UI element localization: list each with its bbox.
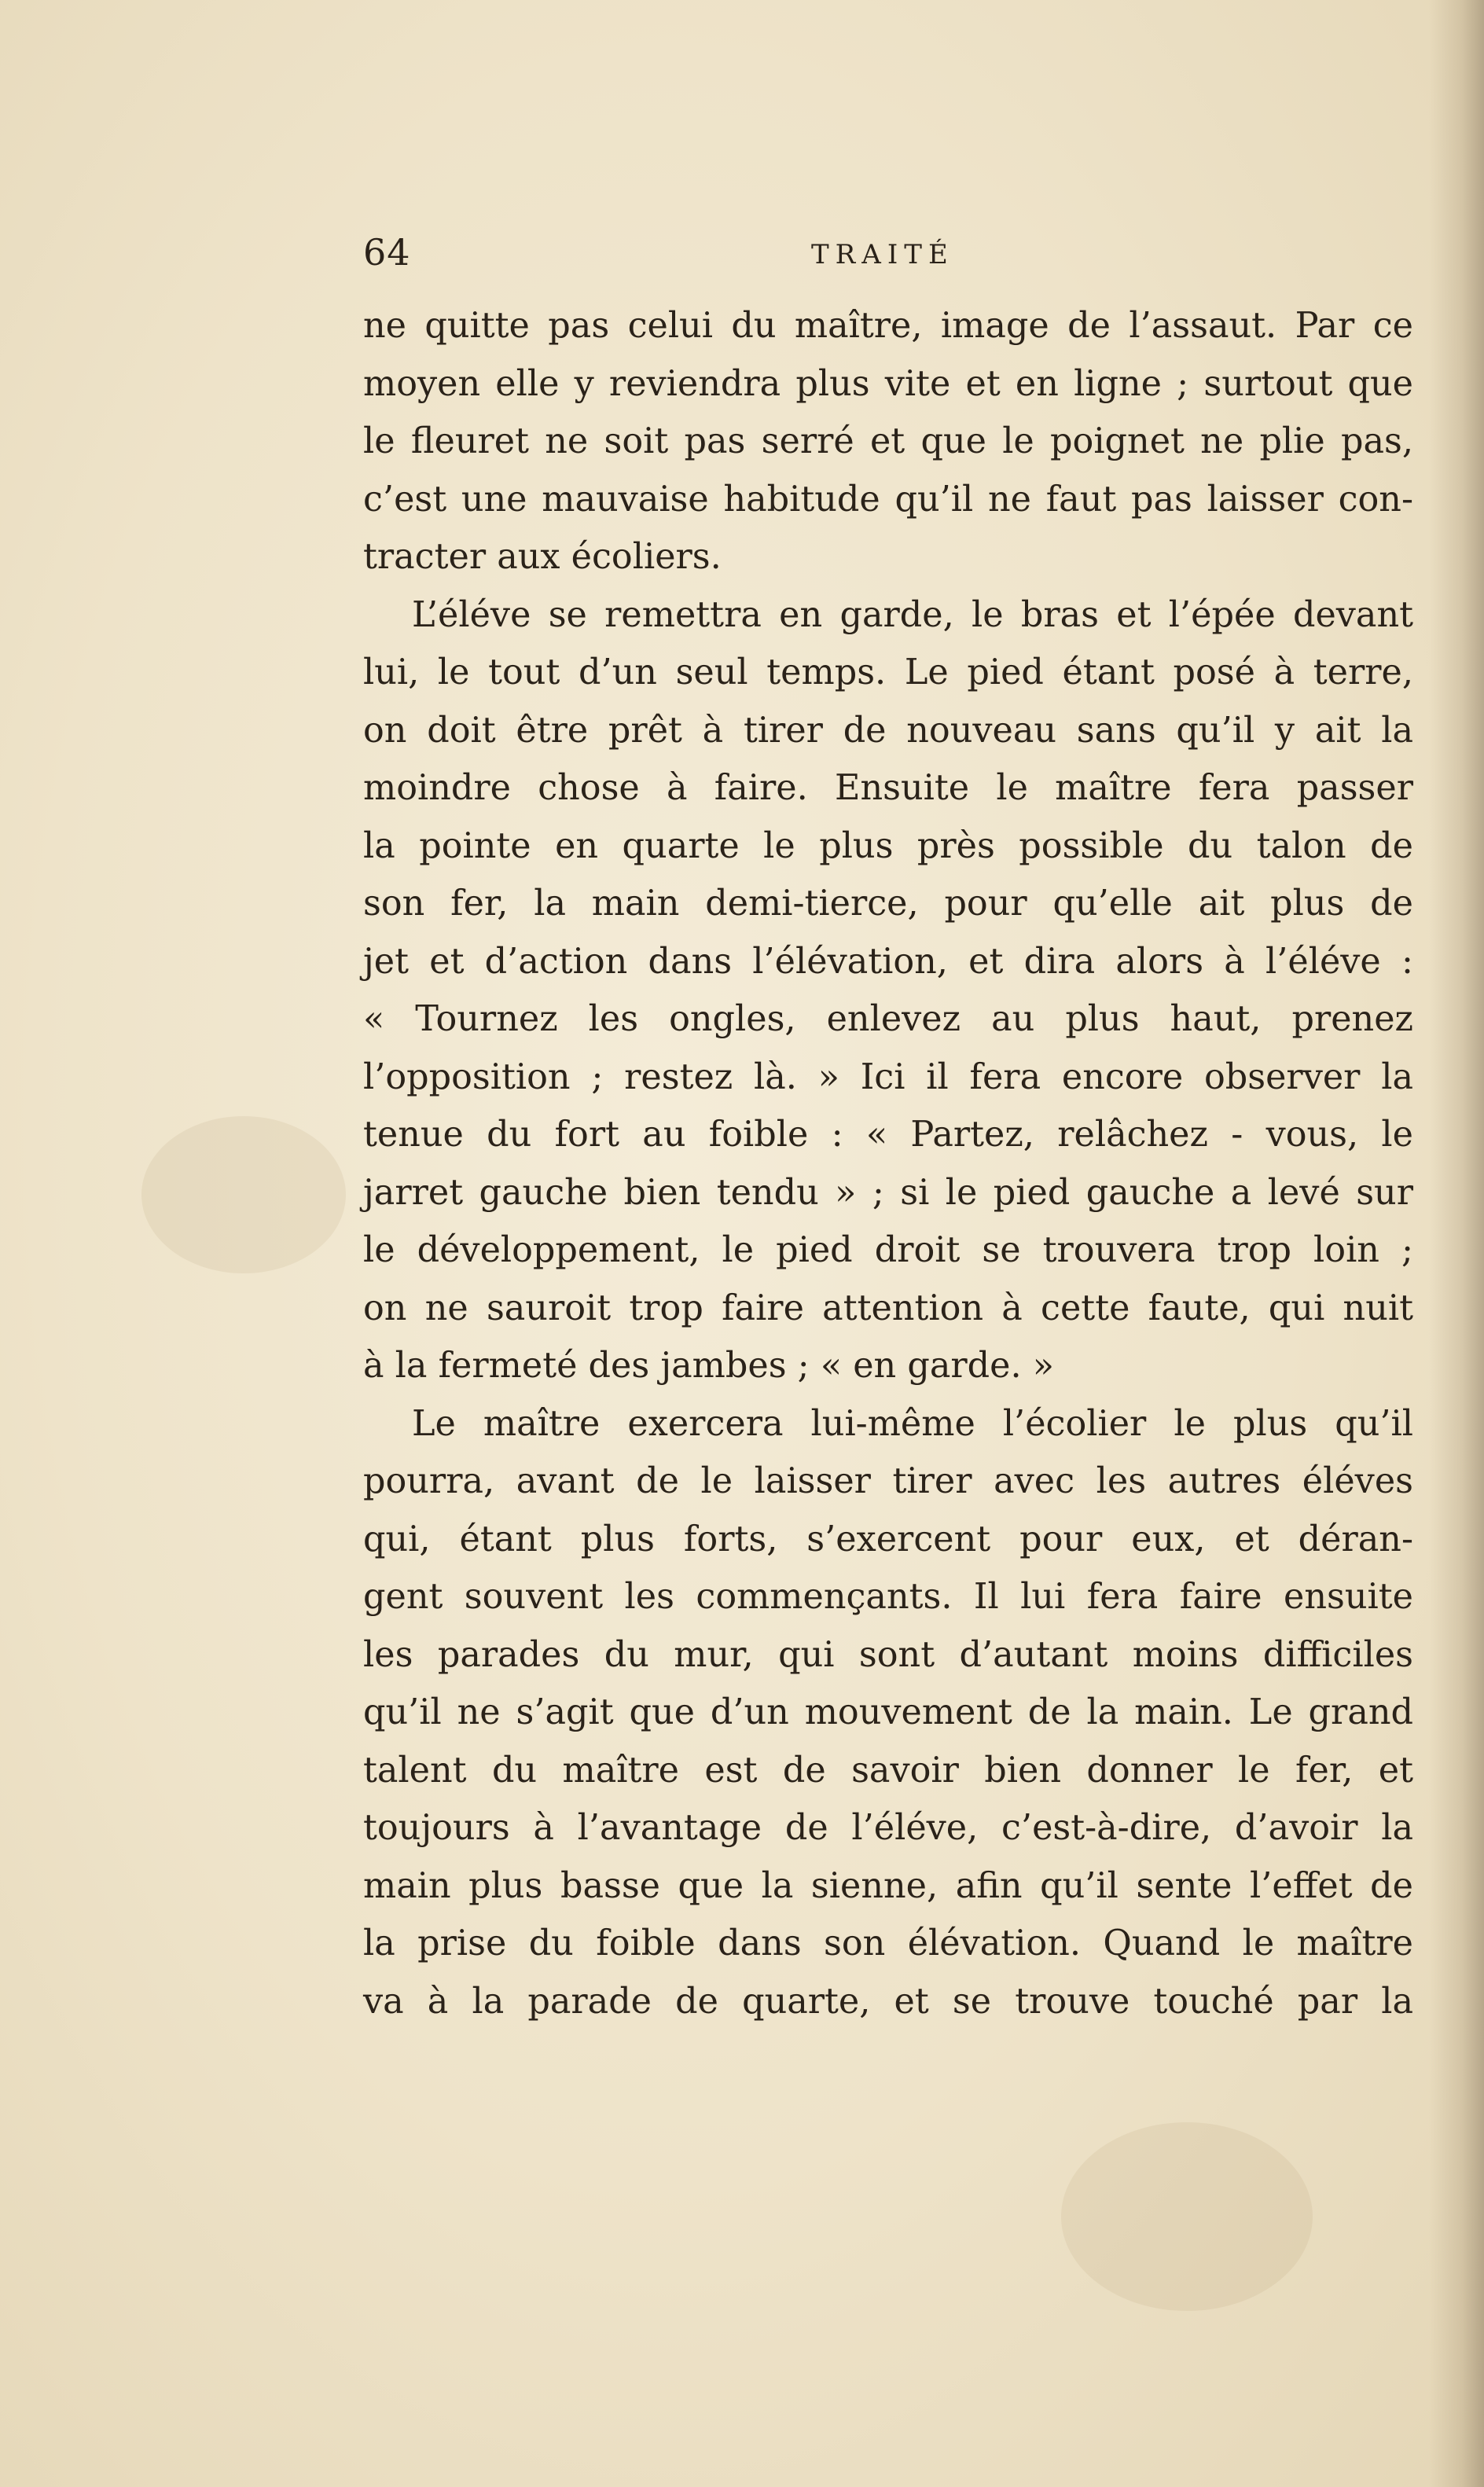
body-text (363, 297, 1413, 2030)
text-line: tracter aux écoliers. (363, 537, 722, 577)
text-line: gent souvent les commençants. Il lui fera faire ensuite (363, 1577, 1413, 1617)
text-line: lui, le tout d’un seul temps. Le pied étant posé à terre, (363, 652, 1413, 692)
text-line: on ne sauroit trop faire attention à cette faute, qui nuit (363, 1288, 1413, 1328)
text-line: la prise du foible dans son élévation. Quand le maître (363, 1923, 1413, 1964)
paper-stain (141, 1116, 346, 1273)
text-line: on doit être prêt à tirer de nouveau sans qu’il y ait la (363, 710, 1413, 751)
text-line: son fer, la main demi-tierce, pour qu’elle ait plus de (363, 883, 1413, 924)
text-line: c’est une mauvaise habitude qu’il ne faut pas laisser con- (363, 479, 1413, 520)
text-line: jarret gauche bien tendu » ; si le pied gauche a levé sur (363, 1172, 1413, 1213)
text-line: toujours à l’avantage de l’éléve, c’est-à-dire, d’avoir la (363, 1808, 1413, 1848)
text-line: pourra, avant de le laisser tirer avec les autres éléves (363, 1461, 1413, 1501)
text-line: qu’il ne s’agit que d’un mouvement de la main. Le grand (363, 1692, 1413, 1732)
text-line: les parades du mur, qui sont d’autant moins difficiles (363, 1634, 1413, 1675)
text-line: la pointe en quarte le plus près possible du talon de (363, 825, 1413, 866)
text-line: moindre chose à faire. Ensuite le maître fera passer (363, 768, 1413, 808)
text-line: talent du maître est de savoir bien donner le fer, et (363, 1750, 1413, 1791)
paper-stain (1061, 2122, 1313, 2311)
text-line: le fleuret ne soit pas serré et que le poignet ne plie pas, (363, 421, 1413, 461)
binding-shadow (1429, 0, 1484, 2487)
text-line: le développement, le pied droit se trouvera trop loin ; (363, 1230, 1413, 1270)
text-line: l’opposition ; restez là. » Ici il fera encore observer la (363, 1056, 1413, 1097)
text-line: « Tournez les ongles, enlevez au plus haut, prenez (363, 999, 1413, 1039)
text-line: L’éléve se remettra en garde, le bras et l’épée devant (412, 594, 1413, 635)
text-line: va à la parade de quarte, et se trouve touché par la (363, 1981, 1413, 2022)
text-line: ne quitte pas celui du maître, image de l’assaut. Par ce (363, 306, 1413, 346)
text-line: tenue du fort au foible : « Partez, relâchez - vous, le (363, 1115, 1413, 1155)
text-line: Le maître exercera lui-même l’écolier le plus qu’il (412, 1403, 1413, 1444)
text-line: moyen elle y reviendra plus vite et en ligne ; surtout que (363, 363, 1413, 404)
text-line: à la fermeté des jambes ; « en garde. » (363, 1346, 1054, 1386)
running-title: TRAITÉ (811, 239, 954, 270)
text-line: jet et d’action dans l’élévation, et dira alors à l’éléve : (363, 941, 1413, 982)
text-line: main plus basse que la sienne, afin qu’il sente l’effet de (363, 1865, 1413, 1906)
running-head (363, 225, 1401, 280)
page-number: 64 (363, 231, 411, 274)
text-line: qui, étant plus forts, s’exercent pour eux, et déran- (363, 1519, 1413, 1559)
